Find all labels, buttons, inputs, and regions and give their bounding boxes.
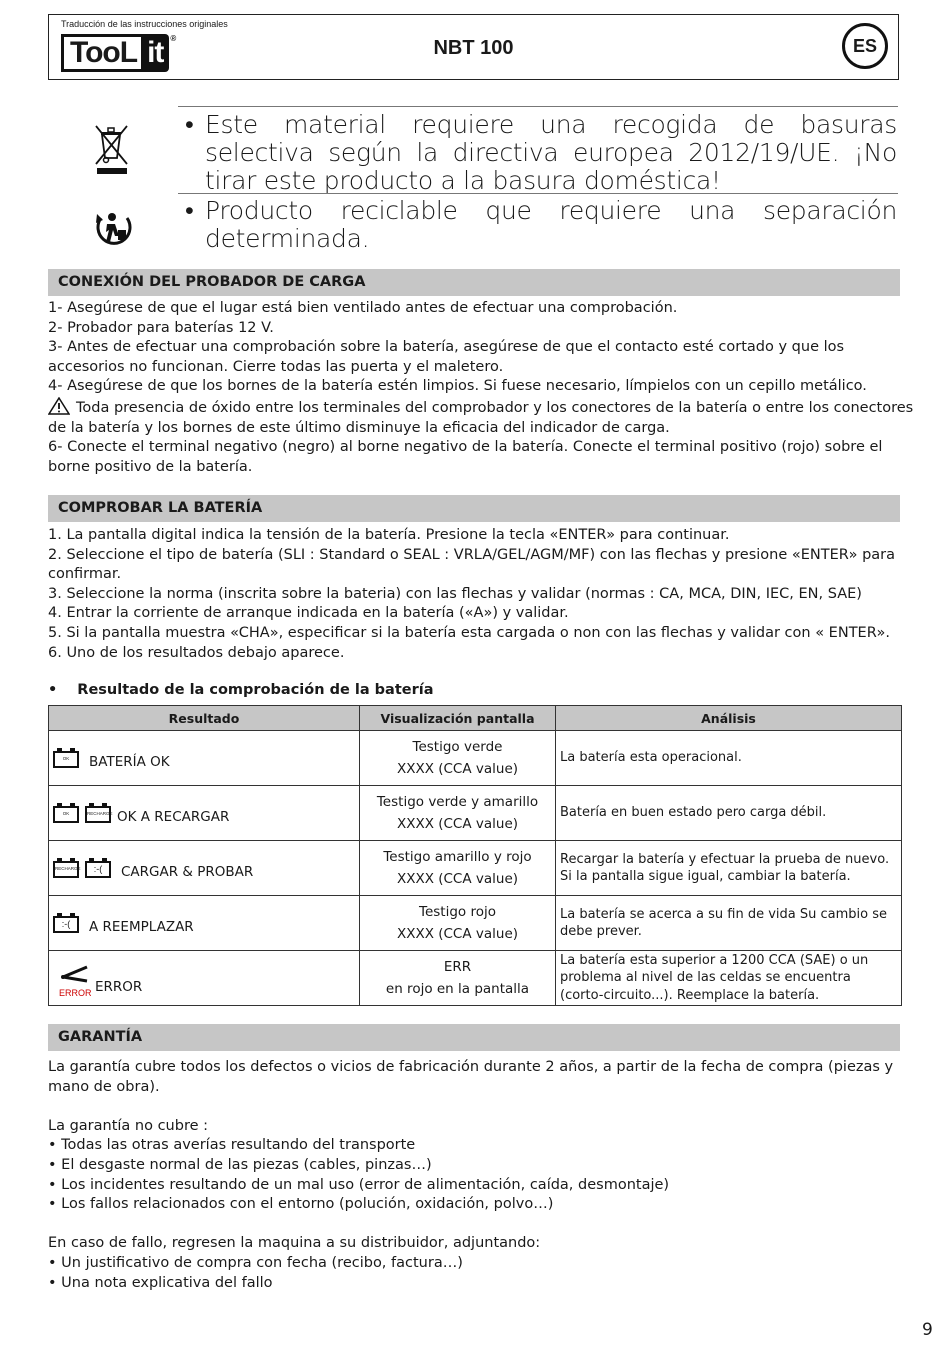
battery-sad-icon: :-(	[85, 861, 111, 878]
battery-ok-icon: OK	[53, 751, 79, 768]
header-subtitle: Traducción de las instrucciones originales	[61, 19, 228, 29]
table-header-row	[49, 706, 902, 731]
battery-recharge-icon: RECHARGE	[53, 861, 79, 878]
env-divider-top	[178, 106, 898, 107]
recycle-person-icon	[93, 208, 135, 250]
instruction-line: 3- Antes de efectuar una comprobación sobre la batería, asegúrese de que el contacto esté cortado y que los accesorios no funcionan. Cierre todas las puerta y el maletero.	[48, 339, 845, 375]
battery-recharge-icon: RECHARGE	[85, 806, 111, 823]
toolit-logo: TooL it ®	[61, 34, 175, 72]
crossed-bin-icon	[93, 122, 131, 178]
clamp-error-icon: ERROR	[53, 959, 93, 997]
env-item-2: • Producto reciclable que requiere una separación determinada.	[185, 196, 897, 253]
instruction-line: 1- Asegúrese de que el lugar está bien ventilado antes de efectuar una comprobación.	[48, 300, 678, 316]
list-item: • El desgaste normal de las piezas (cables, pinzas…)	[48, 1156, 432, 1173]
env-item-1: • Este material requiere una recogida de basuras selectiva según la directiva europea 2012/19/UE. ¡No tirar este producto a la basura doméstica!	[185, 110, 897, 195]
check-instructions	[48, 526, 914, 663]
instruction-line: 4. Entrar la corriente de arranque indicada en la batería («A») y validar.	[48, 605, 569, 622]
list-item: • Los incidentes resultando de un mal uso (error de alimentación, caída, desmontaje)	[48, 1176, 670, 1193]
instruction-line: 2- Probador para baterías 12 V.	[48, 319, 274, 336]
instruction-line: 6- Conecte el terminal negativo (negro) al borne negativo de la batería. Conecte el terminal positivo (rojo) sobre el borne positivo de la batería.	[48, 439, 883, 475]
column-header: Análisis	[556, 706, 902, 731]
warranty-text: La garantía cubre todos los defectos o vicios de fabricación durante 2 años, a partir de la fecha de compra (piezas y mano de obra). La garantía no cubre : • Todas las otras averías resultando del transporte • El desgaste normal de las piezas (cables, pinzas…) • Los incidentes resultando de un mal uso (error de alimentación, caída, desmontaje) • Los fallos relacionados con el entorno (polución, oxidación, polvo…) En caso de fallo, regresen la maquina a su distribuidor, adjuntando: • Un justificativo de compra con fecha (recibo, factura…) • Una nota explicativa del fallo	[48, 1058, 914, 1293]
results-table	[48, 705, 902, 1006]
instruction-line: 2. Seleccione el tipo de batería (SLI : Standard o SEAL : VRLA/GEL/AGM/MF) con las flechas y presione «ENTER» para confirmar.	[48, 546, 896, 583]
instruction-line: 5. Si la pantalla muestra «CHA», especificar si la batería esta cargada o non con las flechas y validar con « ENTER».	[48, 624, 891, 641]
list-item: • Un justificativo de compra con fecha (recibo, factura…)	[48, 1254, 463, 1271]
column-header: Resultado	[49, 706, 360, 731]
section-title-check: COMPROBAR LA BATERÍA	[48, 495, 900, 522]
instruction-line: 4- Asegúrese de que los bornes de la batería estén limpios. Si fuese necesario, límpielos con un cepillo metálico.	[48, 378, 867, 395]
warning-line: Toda presencia de óxido entre los terminales del comprobador y los conectores de la batería o entre los conectores de la batería y los bornes de este último disminuye la eficacia del indicador de carga.	[48, 397, 914, 438]
table-row: :-( A REEMPLAZAR Testigo rojo XXXX (CCA value) La batería se acerca a su fin de vida Su cambio se debe prever.	[49, 896, 902, 951]
table-row: RECHARGE :-( CARGAR & PROBAR Testigo amarillo y rojo XXXX (CCA value) Recargar la batería y efectuar la prueba de nuevo. Si la pantalla sigue igual, cambiar la batería.	[49, 841, 902, 896]
list-item: • Todas las otras averías resultando del transporte	[48, 1137, 416, 1154]
battery-sad-icon: :-(	[53, 916, 79, 933]
list-item: • Los fallos relacionados con el entorno (polución, oxidación, polvo…)	[48, 1196, 554, 1213]
column-header: Visualización pantalla	[360, 706, 556, 731]
table-row: OK BATERÍA OK Testigo verde XXXX (CCA value) La batería esta operacional.	[49, 731, 902, 786]
section-title-connection: CONEXIÓN DEL PROBADOR DE CARGA	[48, 269, 900, 296]
instruction-line: 6. Uno de los resultados debajo aparece.	[48, 644, 345, 661]
table-row: ERROR ERROR ERR en rojo en la pantalla La batería esta superior a 1200 CCA (SAE) o un problema al nivel de las celdas se encuentra (corto-circuito...). Reemplace la batería.	[49, 951, 902, 1006]
section-title-warranty: GARANTÍA	[48, 1024, 900, 1051]
env-divider-mid	[178, 193, 898, 194]
page-number: 9	[922, 1320, 933, 1340]
page-header	[48, 14, 899, 80]
instruction-line: 3. Seleccione la norma (inscrita sobre la bateria) con las flechas y validar (normas : CA, MCA, DIN, IEC, EN, SAE)	[48, 585, 862, 602]
results-heading: • Resultado de la comprobación de la batería	[48, 682, 434, 698]
list-item: • Una nota explicativa del fallo	[48, 1274, 273, 1291]
model-title: NBT 100	[433, 37, 514, 59]
battery-ok-icon: OK	[53, 806, 79, 823]
table-row: OK RECHARGE OK A RECARGAR Testigo verde y amarillo XXXX (CCA value) Batería en buen estado pero carga débil.	[49, 786, 902, 841]
language-badge: ES	[842, 23, 888, 69]
instruction-line: 1. La pantalla digital indica la tensión de la batería. Presione la tecla «ENTER» para continuar.	[48, 527, 730, 543]
connection-instructions	[48, 299, 914, 477]
warning-icon	[48, 397, 70, 415]
